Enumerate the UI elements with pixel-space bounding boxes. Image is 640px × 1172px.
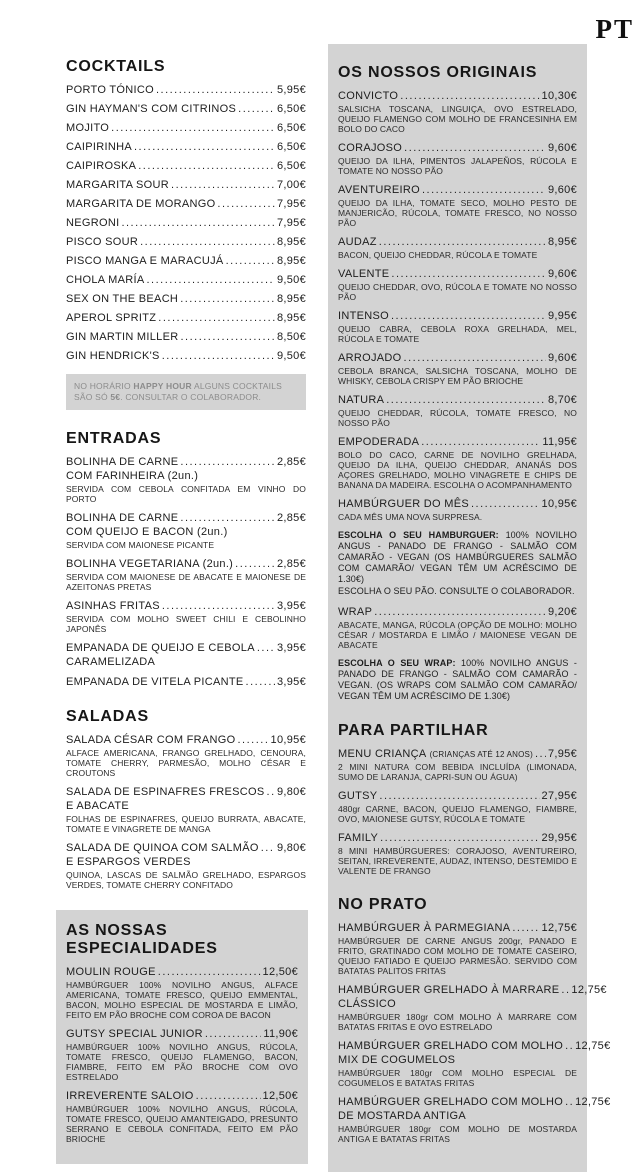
item-name: FAMILY [338,832,379,844]
item-price: 9,95€ [547,310,577,322]
menu-item [338,922,577,976]
menu-item [66,236,306,248]
menu-item-row [66,141,306,153]
menu-item [338,748,577,782]
item-description: HAMBÚRGUER 180gr COM MOLHO À MARRARE COM BATATAS FRITAS E OVO ESTRELADO [338,1012,577,1032]
dot-leader [391,310,546,322]
menu-item-row [66,236,306,248]
menu-item [66,456,306,504]
menu-item [66,293,306,305]
menu-item-row [66,198,306,210]
item-name: PISCO SOUR [66,236,139,248]
item-name: BOLINHA DE CARNE [66,456,179,468]
dot-leader [386,394,546,406]
menu-item [338,1040,611,1088]
dot-leader [257,642,275,654]
item-name: CAIPIRINHA [66,141,132,153]
item-description: ABACATE, MANGA, RÚCOLA (OPÇÃO DE MOLHO: MOLHO CÉSAR / MOSTARDA E LIMÃO / MAIONESE VEGAN DE ABACATE [338,620,577,650]
item-name: AUDAZ [338,236,377,248]
dot-leader [238,734,269,746]
menu-item-row [338,268,577,280]
item-name-line2: COM QUEIJO E BACON (2un.) [66,526,228,538]
menu-item [66,512,306,550]
item-description: CADA MÊS UMA NOVA SURPRESA. [338,512,483,522]
dot-leader [535,748,546,760]
dot-leader [238,103,275,115]
item-price: 12,50€ [262,966,298,978]
dot-leader [379,790,539,802]
item-name: SALADA CÉSAR COM FRANGO [66,734,236,746]
menu-item [66,842,306,890]
item-price: 7,95€ [276,217,306,229]
dot-leader [138,160,275,172]
note-text: NO HORÁRIO [74,381,134,391]
dot-leader [246,676,275,688]
item-name: SALADA DE ESPINAFRES FRESCOS [66,786,265,798]
item-name-note: (CRIANÇAS ATÉ 12 ANOS) [429,750,533,759]
menu-item-row [338,142,577,154]
item-description: ALFACE AMERICANA, FRANGO GRELHADO, CENOURA, TOMATE CHERRY, PARMESÃO, MOLHO CÉSAR E CROUTONS [66,748,306,778]
dot-leader [171,179,275,191]
item-name: ASINHAS FRITAS [66,600,160,612]
menu-item-row [66,642,306,654]
item-price: 9,80€ [276,842,306,854]
menu-item-row [338,436,577,448]
item-description: SERVIDA COM CEBOLA CONFITADA EM VINHO DO PORTO [66,484,306,504]
menu-item-row [66,293,306,305]
item-price: 12,75€ [571,984,607,996]
item-price: 27,95€ [541,790,577,802]
item-description: QUEIJO DA ILHA, PIMENTOS JALAPEÑOS, RÚCOLA E TOMATE NO NOSSO PÃO [338,156,577,176]
dot-leader [471,498,540,510]
dot-leader [422,184,546,196]
menu-item [66,600,306,634]
menu-item-row [66,179,306,191]
item-price: 29,95€ [541,832,577,844]
item-description: BOLO DO CACO, CARNE DE NOVILHO GRELHADA, QUEIJO DA ILHA, QUEIJO CHEDDAR, ANANÁS DOS AÇORES GRELHADO, MOLHO VINAGRETE E CHIPS DE BANANA DA MADEIRA. ESCOLHA O ACOMPANHAMENTO [338,450,577,490]
menu-item-row [66,966,298,978]
item-description: QUEIJO DA ILHA, TOMATE SECO, MOLHO PESTO DE MANJERICÃO, RÚCOLA, TOMATE FRESCO, NO NOSSO PÃO [338,198,577,228]
item-price: 9,60€ [547,184,577,196]
section-title: PARA PARTILHAR [338,722,489,739]
menu-item [338,790,577,824]
menu-item-row [66,160,306,172]
item-name: MOULIN ROUGE [66,966,156,978]
menu-section [338,722,577,876]
menu-item-row [66,600,306,612]
item-name: HAMBÚRGUER GRELHADO COM MOLHO [338,1040,564,1052]
info-block [338,658,577,702]
menu-item [338,352,577,386]
item-name: GIN HAYMAN'S COM CITRINOS [66,103,237,115]
menu-item [338,268,577,302]
menu-item [66,312,306,324]
menu-section [338,64,577,702]
dot-leader [379,236,546,248]
item-name: GUTSY [338,790,378,802]
item-name: ARROJADO [338,352,402,364]
dot-leader [512,922,539,934]
item-price: 3,95€ [276,642,306,654]
item-description: SERVIDA COM MAIONESE PICANTE [66,540,215,550]
item-description: BACON, QUEIJO CHEDDAR, RÚCOLA E TOMATE [338,250,538,260]
menu-item [66,1028,298,1082]
item-name: CONVICTO [338,90,399,102]
menu-item-row [66,122,306,134]
menu-item-row [338,394,577,406]
menu-item-row [66,1028,298,1040]
menu-item-row [338,790,577,802]
item-name: SALADA DE QUINOA COM SALMÃO [66,842,259,854]
item-price: 6,50€ [276,160,306,172]
dot-leader [404,142,546,154]
item-price: 6,50€ [276,122,306,134]
item-price: 12,50€ [262,1090,298,1102]
item-description: SERVIDA COM MAIONESE DE ABACATE E MAIONESE DE AZEITONAS PRETAS [66,572,306,592]
left-menu-column [66,58,306,1164]
dot-leader [261,842,275,854]
menu-section [66,58,306,410]
menu-item [66,217,306,229]
item-name: INTENSO [338,310,389,322]
menu-item [66,786,306,834]
info-extra-line: ESCOLHA O SEU PÃO. CONSULTE O COLABORADOR. [338,586,575,596]
menu-item-row [66,255,306,267]
item-name: MENU CRIANÇA [338,748,427,760]
menu-item [338,236,577,260]
item-name-line2: E ESPARGOS VERDES [66,856,191,868]
menu-item-row [338,310,577,322]
item-description: CEBOLA BRANCA, SALSICHA TOSCANA, MOLHO DE WHISKY, CEBOLA CRISPY EM PÃO BRIOCHE [338,366,577,386]
menu-item [66,676,306,688]
dot-leader [134,141,275,153]
item-price: 7,00€ [276,179,306,191]
dot-leader [111,122,275,134]
menu-section [338,896,611,1144]
dot-leader [565,1040,573,1052]
item-price: 7,95€ [276,198,306,210]
item-name: HAMBÚRGUER À PARMEGIANA [338,922,511,934]
menu-item [66,331,306,343]
section-title: SALADAS [66,708,149,725]
item-name: NEGRONI [66,217,120,229]
menu-item-row [338,90,577,102]
item-name-line2: DE MOSTARDA ANTIGA [338,1110,467,1122]
item-description: 480gr CARNE, BACON, QUEIJO FLAMENGO, FIAMBRE, OVO, MAIONESE GUTSY, RÚCOLA E TOMATE [338,804,577,824]
dot-leader [158,312,275,324]
section-title: ENTRADAS [66,430,162,447]
menu-item-row [338,352,577,364]
menu-item-row [338,236,577,248]
info-block [338,530,577,597]
menu-item-row [66,786,306,798]
item-price: 9,20€ [547,606,577,618]
menu-item-row [66,312,306,324]
section-title: NO PRATO [338,896,428,913]
dot-leader [158,966,261,978]
menu-item [66,179,306,191]
item-description: 8 MINI HAMBÚRGUERES: CORAJOSO, AVENTUREIRO, SEITAN, IRREVERENTE, AUDAZ, INTENSO, DESTEMIDO E VALENTE DE FRANGO [338,846,577,876]
menu-item-row [66,1090,298,1102]
item-price: 5,95€ [276,84,306,96]
menu-item-row [66,512,306,524]
item-name-line2: MIX DE COGUMELOS [338,1054,456,1066]
item-price: 2,85€ [276,512,306,524]
item-name: WRAP [338,606,373,618]
dot-leader [180,331,275,343]
dot-leader [147,274,275,286]
menu-item [66,350,306,362]
menu-item-row [338,832,577,844]
right-menu-panel [328,44,611,1172]
item-description: HAMBÚRGUER 180gr COM MOLHO ESPECIAL DE COGUMELOS E BATATAS FRITAS [338,1068,577,1088]
dot-leader [121,217,275,229]
menu-item-row [66,84,306,96]
item-name: GUTSY SPECIAL JUNIOR [66,1028,203,1040]
menu-item [338,832,577,876]
item-name: AVENTUREIRO [338,184,420,196]
item-price: 10,30€ [541,90,577,102]
dot-leader [565,1096,573,1108]
menu-item-row [338,922,577,934]
language-label: PT [595,14,634,44]
dot-leader [180,512,275,524]
item-price: 12,75€ [541,922,577,934]
menu-item [338,310,577,344]
info-text: 100% NOVILHO ANGUS - PANADO DE FRANGO - SALMÃO COM CAMARÃO - VEGAN (OS HAMBÚRGUERES SALMÃO COM CAMARÃO/ VEGAN TÊM UM ACRÉSCIMO DE 1.30€) [338,530,577,584]
section-title: COCKTAILS [66,58,166,75]
item-price: 8,70€ [547,394,577,406]
item-description: SERVIDA COM MOLHO SWEET CHILI E CEBOLINHO JAPONÊS [66,614,306,634]
item-name: MARGARITA DE MORANGO [66,198,216,210]
item-name: CAIPIROSKA [66,160,137,172]
menu-item [338,606,577,650]
item-price: 9,50€ [276,274,306,286]
menu-item [66,160,306,172]
item-price: 8,95€ [276,236,306,248]
item-price: 8,95€ [276,293,306,305]
item-description: QUEIJO CHEDDAR, OVO, RÚCOLA E TOMATE NO NOSSO PÃO [338,282,577,302]
item-description: HAMBÚRGUER 180gr COM MOLHO DE MOSTARDA ANTIGA E BATATAS FRITAS [338,1124,577,1144]
item-name-line2: CLÁSSICO [338,998,397,1010]
item-price: 3,95€ [276,600,306,612]
menu-item-row [338,498,577,510]
dot-leader [156,84,275,96]
item-name: BOLINHA VEGETARIANA (2un.) [66,558,234,570]
item-description: HAMBÚRGUER 100% NOVILHO ANGUS, RÚCOLA, TOMATE FRESCO, QUEIJO AMANTEIGADO, PRESUNTO SERRANO E CEBOLA CONFITADA, FEITO EM PÃO BRIOCHE [66,1104,298,1144]
item-name: VALENTE [338,268,390,280]
item-name: APEROL SPRITZ [66,312,157,324]
menu-item [66,274,306,286]
item-price: 2,85€ [276,456,306,468]
item-price: 6,50€ [276,141,306,153]
item-name: BOLINHA DE CARNE [66,512,179,524]
dot-leader [226,255,275,267]
menu-item-row [338,1040,611,1052]
menu-item-row [338,606,577,618]
item-name: EMPANADA DE VITELA PICANTE [66,676,244,688]
menu-item-row [338,748,577,760]
item-price: 9,60€ [547,352,577,364]
menu-item [66,1090,298,1144]
item-name: MARGARITA SOUR [66,179,170,191]
item-name: GIN HENDRICK'S [66,350,160,362]
dot-leader [561,984,569,996]
menu-item-row [338,1096,611,1108]
note-text: 5€ [110,392,121,402]
item-price: 9,60€ [547,142,577,154]
menu-item-row [66,103,306,115]
menu-item [338,90,577,134]
dot-leader [180,293,275,305]
item-name: EMPODERADA [338,436,420,448]
item-price: 10,95€ [270,734,306,746]
item-name: IRREVERENTE SALOIO [66,1090,194,1102]
dot-leader [421,436,540,448]
item-price: 12,75€ [575,1096,611,1108]
item-price: 8,95€ [276,255,306,267]
menu-item [66,84,306,96]
menu-item [66,558,306,592]
section-title: AS NOSSAS ESPECIALIDADES [66,922,218,957]
item-name: SEX ON THE BEACH [66,293,179,305]
menu-section [56,910,308,1164]
dot-leader [235,558,275,570]
menu-item [66,642,306,668]
note-text: HAPPY HOUR [133,381,192,391]
item-name: CORAJOSO [338,142,403,154]
item-name: PISCO MANGA E MARACUJÁ [66,255,224,267]
item-price: 6,50€ [276,103,306,115]
item-price: 9,80€ [276,786,306,798]
item-description: HAMBÚRGUER 100% NOVILHO ANGUS, ALFACE AMERICANA, TOMATE FRESCO, QUEIJO EMMENTAL, BACON, MOLHO ESPECIAL DE MOSTARDA E LIMÃO, FEITO EM PÃO BROCHE COM COROA DE BACON [66,980,298,1020]
item-name: CHOLA MARÍA [66,274,145,286]
item-price: 9,50€ [276,350,306,362]
dot-leader [196,1090,261,1102]
dot-leader [162,600,275,612]
dot-leader [400,90,539,102]
menu-item [66,103,306,115]
dot-leader [140,236,275,248]
menu-item [338,498,577,522]
menu-item [66,966,298,1020]
menu-item-row [66,456,306,468]
item-name: EMPANADA DE QUEIJO E CEBOLA [66,642,255,654]
note-text: ALGUNS COCKTAILS SÃO SÓ [74,381,283,402]
item-description: QUEIJO CHEDDAR, RÚCOLA, TOMATE FRESCO, NO NOSSO PÃO [338,408,577,428]
item-description: QUEIJO CABRA, CEBOLA ROXA GRELHADA, MEL, RÚCOLA E TOMATE [338,324,577,344]
item-description: HAMBÚRGUER 100% NOVILHO ANGUS, RÚCOLA, TOMATE FRESCO, QUEIJO FLAMENGO, BACON, FIAMBRE, FEITO EM PÃO BROCHE COM OVO ESTRELADO [66,1042,298,1082]
menu-item [66,141,306,153]
menu-section [66,708,306,890]
item-name: MOJITO [66,122,110,134]
item-price: 8,95€ [547,236,577,248]
item-price: 12,75€ [575,1040,611,1052]
item-name: GIN MARTIN MILLER [66,331,179,343]
item-description: 2 MINI NATURA COM BEBIDA INCLUÍDA (LIMONADA, SUMO DE LARANJA, CAPRI-SUN OU ÁGUA) [338,762,577,782]
menu-item-row [66,734,306,746]
menu-item [338,142,577,176]
menu-item [338,1096,611,1144]
menu-item [338,184,577,228]
item-description: SALSICHA TOSCANA, LINGUIÇA, OVO ESTRELADO, QUEIJO FLAMENGO COM MOLHO DE FRANCESINHA EM BOLO DO CACO [338,104,577,134]
dot-leader [180,456,275,468]
menu-item-row [66,558,306,570]
section-title: OS NOSSOS ORIGINAIS [338,64,538,81]
item-name-line2: CARAMELIZADA [66,656,156,668]
item-price: 9,60€ [547,268,577,280]
menu-item-row [66,676,306,688]
menu-item [338,984,607,1032]
item-price: 11,95€ [542,436,577,448]
menu-item-row [66,274,306,286]
menu-item [66,255,306,267]
menu-item [66,198,306,210]
item-price: 8,50€ [276,331,306,343]
item-price: 8,95€ [276,312,306,324]
menu-item-row [338,984,607,996]
menu-item [338,394,577,428]
item-price: 10,95€ [541,498,577,510]
dot-leader [162,350,275,362]
menu-item-row [66,350,306,362]
note-text: . CONSULTAR O COLABORADOR. [120,392,262,402]
item-description: FOLHAS DE ESPINAFRES, QUEIJO BURRATA, ABACATE, TOMATE E VINAGRETE DE MANGA [66,814,306,834]
menu-item-row [66,842,306,854]
dot-leader [205,1028,262,1040]
item-name: HAMBÚRGUER DO MÊS [338,498,469,510]
item-name: NATURA [338,394,385,406]
menu-item [66,122,306,134]
dot-leader [380,832,539,844]
item-price: 3,95€ [276,676,306,688]
dot-leader [267,786,275,798]
item-name: HAMBÚRGUER GRELHADO À MARRARE [338,984,560,996]
dot-leader [217,198,275,210]
menu-item-row [66,217,306,229]
item-name: HAMBÚRGUER GRELHADO COM MOLHO [338,1096,564,1108]
menu-item-row [338,184,577,196]
item-name: PORTO TÓNICO [66,84,154,96]
item-price: 11,90€ [263,1028,298,1040]
menu-section [66,430,306,688]
info-text: 100% NOVILHO ANGUS - PANADO DE FRANGO - SALMÃO COM CAMARÃO - VEGAN. (OS WRAPS COM SALMÃO COM CAMARÃO/ VEGAN TÊM UM ACRÉSCIMO DE 1.30€) [338,658,578,701]
item-name-line2: COM FARINHEIRA (2un.) [66,470,199,482]
happy-hour-note [66,374,306,410]
item-description: QUINOA, LASCAS DE SALMÃO GRELHADO, ESPARGOS VERDES, TOMATE CHERRY CONFITADO [66,870,306,890]
info-text: ESCOLHA O SEU WRAP: [338,658,456,668]
info-text: ESCOLHA O SEU HAMBURGUER: [338,530,499,540]
dot-leader [404,352,546,364]
item-price: 7,95€ [547,748,577,760]
menu-item-row [66,331,306,343]
dot-leader [374,606,546,618]
item-name-line2: E ABACATE [66,800,130,812]
menu-item [338,436,577,490]
item-price: 2,85€ [276,558,306,570]
item-description: HAMBÚRGUER DE CARNE ANGUS 200gr, PANADO E FRITO, GRATINADO COM MOLHO DE TOMATE CASEIRO, QUEIJO FATIADO E QUEIJO PARMESÃO. SERVIDO COM BATATAS PALITOS FRITAS [338,936,577,976]
menu-item [66,734,306,778]
dot-leader [391,268,546,280]
